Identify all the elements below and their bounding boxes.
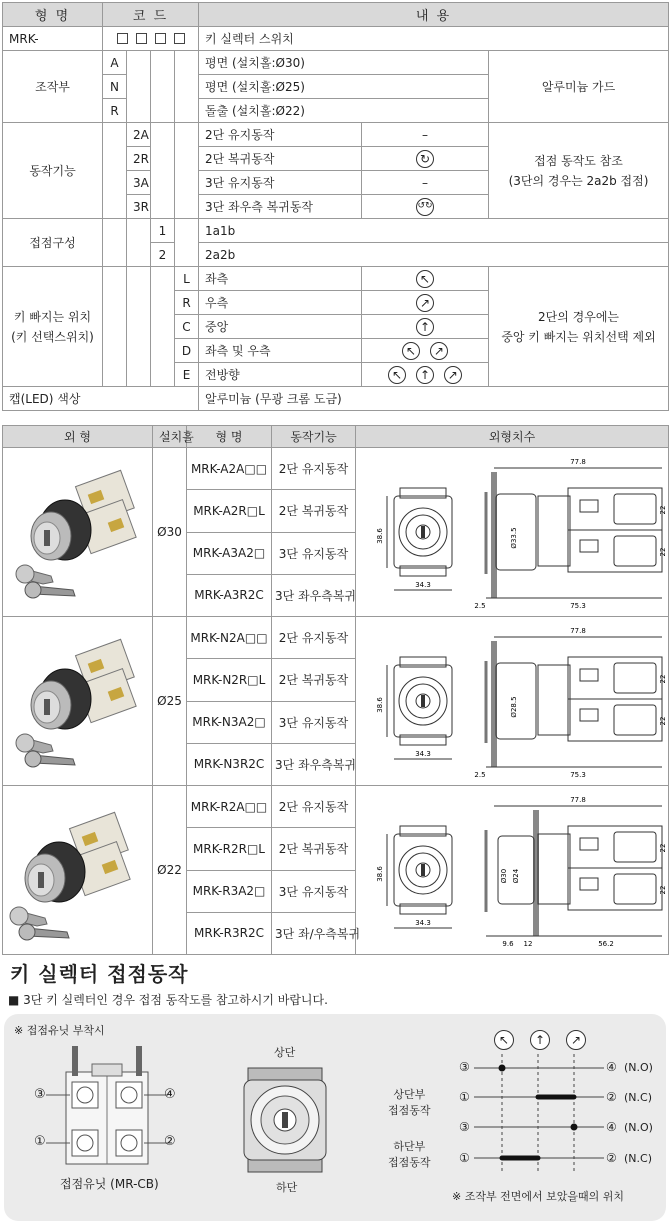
product-row	[3, 448, 669, 490]
dim-bottom-mid: 12	[523, 940, 533, 948]
dimension-drawing	[356, 617, 669, 786]
dim-width: 34.3	[415, 581, 431, 589]
section-title: 키 실렉터 접점동작	[10, 962, 189, 986]
dim-bottom-right: 75.3	[570, 771, 586, 779]
spec-header-row	[3, 3, 669, 27]
contact-unit-drawing	[32, 1036, 182, 1176]
product-header-row	[3, 426, 669, 448]
fn-code: 3R	[127, 195, 151, 219]
base-content: 키 실렉터 스위치	[199, 27, 669, 51]
function-desc: 2단 복귀동작	[272, 828, 356, 870]
product-row	[3, 617, 669, 659]
function-desc: 2단 유지동작	[272, 617, 356, 659]
function-desc: 2단 유지동작	[272, 786, 356, 828]
fn-desc: 2단 복귀동작	[199, 147, 362, 171]
function-note-2: (3단의 경우는 2a2b 접점)	[508, 173, 649, 188]
kp-desc: 우측	[199, 291, 362, 315]
terminal-2: ②	[164, 1134, 176, 1149]
spec-row-base	[3, 27, 669, 51]
operation-note: 알루미늄 가드	[489, 51, 669, 123]
arrow-up-left-icon: ↖	[388, 366, 406, 384]
fn-symbol: –	[362, 171, 489, 195]
dim-height: 38.6	[376, 528, 384, 544]
arrow-up-icon: ↑	[530, 1030, 550, 1050]
switch-front-drawing	[240, 1064, 330, 1176]
contact-diagram-panel	[4, 1014, 666, 1221]
fn-code: 2A	[127, 123, 151, 147]
header-hole: 설치홀	[153, 426, 187, 448]
header-content: 내 용	[199, 3, 669, 27]
product-photo	[3, 448, 153, 617]
keypos-note-2: 중앙 키 빠지는 위치선택 제외	[501, 329, 656, 344]
product-photo-icon	[3, 448, 153, 616]
ct-code: 1	[151, 219, 175, 243]
dim-bottom-left: 2.5	[474, 602, 486, 610]
fn-code: 2R	[127, 147, 151, 171]
timing-terminal: ③	[459, 1120, 470, 1134]
function-desc: 3단 좌우측복귀	[272, 743, 356, 785]
model-code: MRK-R2A□□	[187, 786, 272, 828]
dimension-drawing	[356, 448, 669, 617]
op-desc: 돌출 (설치홀:Ø22)	[199, 99, 489, 123]
header-appearance: 외 형	[3, 426, 153, 448]
terminal-3: ③	[34, 1087, 46, 1102]
mount-hole: Ø22	[153, 786, 187, 955]
lower-label-2: 접점동작	[388, 1156, 431, 1169]
code-boxes	[103, 27, 199, 51]
dim-bottom-left: 2.5	[474, 771, 486, 779]
timing-terminal: ④	[606, 1120, 617, 1134]
position-footnote: ※ 조작부 전면에서 보았을때의 위치	[452, 1190, 624, 1203]
kp-desc: 전방향	[199, 363, 362, 387]
lower-label-1: 하단부	[393, 1140, 426, 1153]
arrow-up-left-icon: ↖	[416, 270, 434, 288]
arrow-up-right-icon: ↗	[444, 366, 462, 384]
product-photo-icon	[3, 786, 153, 954]
timing-terminal: ④	[606, 1060, 617, 1074]
terminal-1: ①	[34, 1134, 46, 1149]
model-code: MRK-R3A2□	[187, 870, 272, 912]
no-label: (N.O)	[624, 1121, 653, 1134]
function-note-1: 접점 동작도 참조	[534, 153, 623, 168]
keypos-label	[3, 267, 103, 387]
header-code: 코 드	[103, 3, 199, 27]
op-code: A	[103, 51, 127, 75]
kp-desc: 좌측 및 우측	[199, 339, 362, 363]
function-desc: 3단 유지동작	[272, 870, 356, 912]
kp-code: E	[175, 363, 199, 387]
model-code: MRK-A3R2C	[187, 574, 272, 616]
nc-label: (N.C)	[624, 1152, 652, 1165]
bottom-label: 하단	[276, 1181, 298, 1194]
model-code: MRK-N2A□□	[187, 617, 272, 659]
nc-label: (N.C)	[624, 1091, 652, 1104]
dim-width: 34.3	[415, 750, 431, 758]
function-desc: 3단 유지동작	[272, 701, 356, 743]
model-code: MRK-R3R2C	[187, 912, 272, 954]
two-way-return-icon: ↺↻	[416, 198, 434, 216]
function-desc: 3단 좌/우측복귀	[272, 912, 356, 954]
panel-caption: ※ 접점유닛 부착시	[14, 1024, 105, 1037]
operation-label: 조작부	[3, 51, 103, 123]
fn-symbol: –	[362, 123, 489, 147]
kp-desc: 좌측	[199, 267, 362, 291]
product-table	[2, 425, 669, 955]
upper-contact-label	[388, 1086, 431, 1118]
unit-label: 접점유닛 (MR-CB)	[60, 1177, 159, 1191]
spec-table	[2, 2, 669, 411]
model-code: MRK-A3A2□	[187, 532, 272, 574]
fn-desc: 3단 좌우측 복귀동작	[199, 195, 362, 219]
timing-terminal: ②	[606, 1090, 617, 1104]
dimension-drawing	[356, 786, 669, 955]
kp-code: L	[175, 267, 199, 291]
arrow-up-right-icon: ↗	[566, 1030, 586, 1050]
kp-code: C	[175, 315, 199, 339]
arrow-up-icon: ↑	[416, 366, 434, 384]
mount-hole: Ø25	[153, 617, 187, 786]
kp-code: R	[175, 291, 199, 315]
return-icon: ↻	[416, 150, 434, 168]
section-note: ■ 3단 키 실렉터인 경우 접점 동작도를 참고하시기 바랍니다.	[8, 993, 328, 1007]
ct-desc: 2a2b	[199, 243, 669, 267]
ct-code: 2	[151, 243, 175, 267]
cap-desc: 알루미늄 (무광 크롬 도금)	[199, 387, 669, 411]
dim-right-1: 22	[659, 674, 667, 684]
dim-diameter: Ø28.5	[510, 696, 518, 718]
function-desc: 3단 좌우측복귀	[272, 574, 356, 616]
contact-label: 접점구성	[3, 219, 103, 267]
top-label: 상단	[274, 1046, 296, 1059]
arrow-up-icon: ↑	[416, 318, 434, 336]
timing-terminal: ②	[606, 1151, 617, 1165]
dim-height: 38.6	[376, 866, 384, 882]
keypos-note-1: 2단의 경우에는	[538, 309, 620, 324]
arrow-up-right-icon: ↗	[430, 342, 448, 360]
mount-hole: Ø30	[153, 448, 187, 617]
kp-code: D	[175, 339, 199, 363]
timing-terminal: ①	[459, 1090, 470, 1104]
cap-row	[3, 387, 669, 411]
product-photo	[3, 786, 153, 955]
keypos-label-1: 키 빠지는 위치	[13, 309, 92, 324]
lower-contact-label	[388, 1138, 431, 1170]
header-model: 형 명	[3, 3, 103, 27]
function-desc: 2단 복귀동작	[272, 659, 356, 701]
keypos-label-2: (키 선택스위치)	[11, 329, 94, 344]
header-dims: 외형치수	[356, 426, 669, 448]
timing-diagram	[474, 1054, 604, 1174]
dim-diameter-2: Ø24	[512, 868, 520, 884]
op-desc: 평면 (설치홀:Ø25)	[199, 75, 489, 99]
dim-right-2: 22	[659, 716, 667, 726]
header-model: 형 명	[187, 426, 272, 448]
op-desc: 평면 (설치홀:Ø30)	[199, 51, 489, 75]
model-code: MRK-N2R□L	[187, 659, 272, 701]
model-code: MRK-R2R□L	[187, 828, 272, 870]
header-function: 동작기능	[272, 426, 356, 448]
cap-label: 캡(LED) 색상	[3, 387, 199, 411]
model-code: MRK-A2A□□	[187, 448, 272, 490]
timing-terminal: ①	[459, 1151, 470, 1165]
dim-diameter: Ø30	[500, 868, 508, 884]
dim-height: 38.6	[376, 697, 384, 713]
keypos-row	[3, 267, 669, 291]
kp-desc: 중앙	[199, 315, 362, 339]
ct-desc: 1a1b	[199, 219, 669, 243]
function-label: 동작기능	[3, 123, 103, 219]
dimension-svg	[356, 448, 669, 616]
dim-total: 77.8	[570, 627, 586, 635]
dim-total: 77.8	[570, 796, 586, 804]
dim-diameter: Ø33.5	[510, 527, 518, 549]
product-photo	[3, 617, 153, 786]
contact-row	[3, 219, 669, 243]
dim-total: 77.8	[570, 458, 586, 466]
dim-right-1: 22	[659, 843, 667, 853]
function-desc: 3단 유지동작	[272, 532, 356, 574]
dim-right-1: 22	[659, 505, 667, 515]
model-code: MRK-A2R□L	[187, 490, 272, 532]
dim-bottom-left: 9.6	[502, 940, 514, 948]
model-code: MRK-N3R2C	[187, 743, 272, 785]
timing-terminal: ③	[459, 1060, 470, 1074]
model-code: MRK-N3A2□	[187, 701, 272, 743]
fn-desc: 3단 유지동작	[199, 171, 362, 195]
function-note	[489, 123, 669, 219]
dim-width: 34.3	[415, 919, 431, 927]
fn-code: 3A	[127, 171, 151, 195]
terminal-4: ④	[164, 1087, 176, 1102]
dimension-svg	[356, 786, 669, 954]
no-label: (N.O)	[624, 1061, 653, 1074]
arrow-up-left-icon: ↖	[402, 342, 420, 360]
arrow-up-right-icon: ↗	[416, 294, 434, 312]
dim-right-2: 22	[659, 885, 667, 895]
op-code: R	[103, 99, 127, 123]
op-code: N	[103, 75, 127, 99]
function-row	[3, 123, 669, 147]
base-model: MRK-	[3, 27, 103, 51]
dim-right-2: 22	[659, 547, 667, 557]
upper-label-2: 접점동작	[388, 1104, 431, 1117]
function-desc: 2단 복귀동작	[272, 490, 356, 532]
keypos-note	[489, 267, 669, 387]
fn-desc: 2단 유지동작	[199, 123, 362, 147]
function-desc: 2단 유지동작	[272, 448, 356, 490]
upper-label-1: 상단부	[393, 1088, 426, 1101]
arrow-up-left-icon: ↖	[494, 1030, 514, 1050]
dimension-svg	[356, 617, 669, 785]
dim-bottom-right: 75.3	[570, 602, 586, 610]
dim-bottom-right: 56.2	[598, 940, 614, 948]
operation-row	[3, 51, 669, 75]
product-row	[3, 786, 669, 828]
product-photo-icon	[3, 617, 153, 785]
